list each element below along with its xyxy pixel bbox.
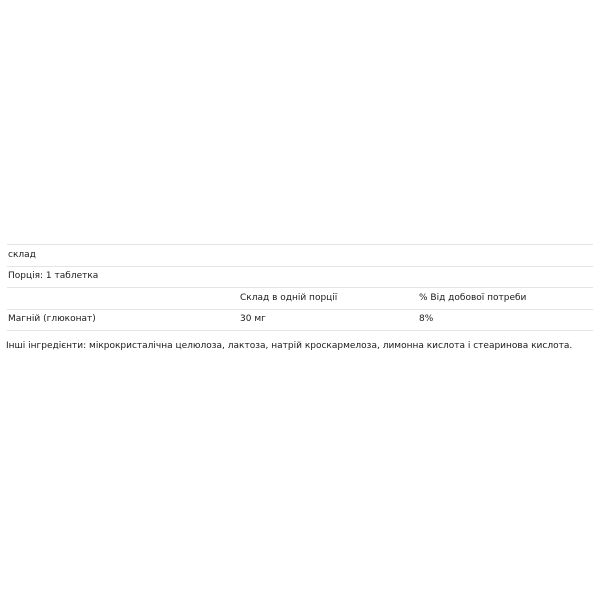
table-title-row — [7, 245, 593, 267]
serving-size: Порція: 1 таблетка — [7, 266, 593, 288]
serving-size-row — [7, 266, 593, 288]
table-row — [7, 309, 593, 331]
table-title: склад — [7, 245, 593, 267]
header-amount: Склад в одній порції — [239, 288, 418, 310]
header-daily-value: % Від добової потреби — [418, 288, 593, 310]
nutrient-name: Магній (глюконат) — [7, 309, 239, 331]
header-empty-cell — [7, 288, 239, 310]
nutrient-daily-value: 8% — [418, 309, 593, 331]
nutrient-amount: 30 мг — [239, 309, 418, 331]
column-header-row — [7, 288, 593, 310]
other-ingredients: Інші інгредієнти: мікрокристалічна целюлоза, лактоза, натрій кроскармелоза, лимонна кислота і стеаринова кислота. — [6, 341, 573, 351]
supplement-facts-table — [7, 244, 593, 331]
